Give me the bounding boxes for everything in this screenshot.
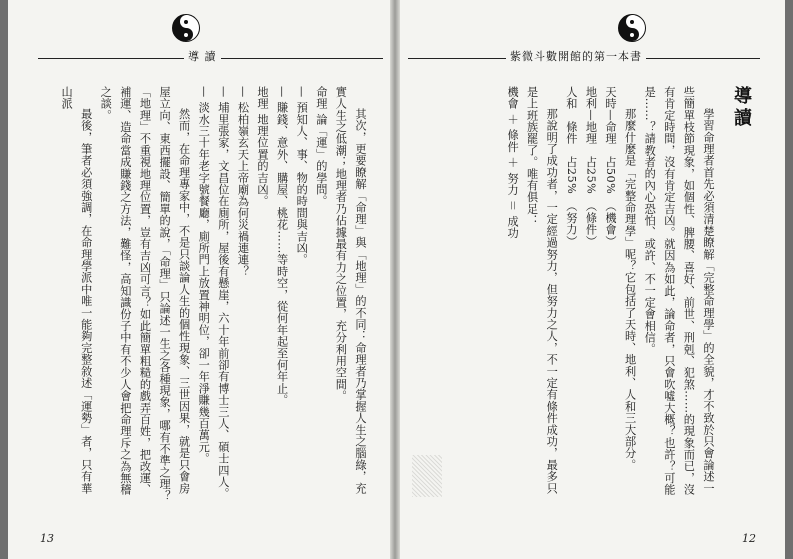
left-page-number: 13 <box>40 532 54 545</box>
book-gutter <box>390 0 400 559</box>
text-column: — 賺錢、意外、購屋、桃花……等時空，從何年起至何年止。 <box>275 86 289 406</box>
taiji-icon <box>172 14 200 42</box>
text-column: — 松柏嶺玄天上帝廟為何災禍連連？ <box>236 86 250 278</box>
text-column: 其次，更要瞭解「命理」與「地理」的不同：命理者乃掌握人生之腦綠，充實人生之低潮；地理者乃佔據最有力之位置，充分利用空間。 <box>334 86 367 495</box>
left-page-body <box>30 86 370 506</box>
text-column: 命理 論「運」的學問。 <box>314 86 328 208</box>
left-running-header: 導 讀 <box>184 48 221 64</box>
chapter-title: 導讀 <box>731 86 752 130</box>
text-column: 天時—命理 占50% （機會） <box>604 86 618 248</box>
scan-smudge <box>412 455 442 497</box>
text-column: 地利—地理 占25% （條件） <box>584 86 598 248</box>
text-column: 那說明了成功者，一定經過努力，但努力之人，不一定有條件成功，最多只是上班族罷了。唯有俱足： <box>525 86 559 495</box>
text-column: 然而，在命理專家中，不是只談論人生的個性現象、三世因果，就是只會房屋立向、東西擺設、簡單的說，「命理」只論述一生之各種現象，哪有不準之理？「地理」不重視地理位置，豈有吉凶可言？如此簡單粗糙的戲弄百姓，把改運、補運、造命當成賺錢之方法，難怪，高知識份子中有不少人會把命理斥之為無稽之談。 <box>99 86 191 502</box>
text-column: — 淡水三十年老字號餐廳，廁所門上放置神明位，卻一年淨賺幾百萬元。 <box>197 86 211 465</box>
text-column: 那麼什麼是「完整命理學」呢？它包括了天時、地利、人和三大部分。 <box>623 108 637 472</box>
formula-column: 機會 ＋ 條件 ＋ 努力 ＝ 成功 <box>506 86 520 240</box>
text-column: 地理 地理位置的吉凶。 <box>256 86 270 208</box>
right-page-body <box>418 86 718 506</box>
text-column: — 預知人、事、物的時間與吉凶。 <box>295 86 309 266</box>
right-running-header: 紫微斗數開館的第一本書 <box>506 48 646 64</box>
right-page-number: 12 <box>742 532 756 545</box>
text-column: 人和 條件 占25% （努力） <box>564 86 578 248</box>
scan-edge-left <box>0 0 8 559</box>
text-column: 學習命理者首先必須清楚瞭解「完整命理學」的全貌，才不致於只會論述一些簡單枝節現象，如個性、脾腰、喜好、前世、刑剋、犯煞……的現象而已，沒有肯定時間，沒有肯定吉凶。就因為如此，論命者，只會吹噓大概？也許？可能是……？請教者的內心恐怕、或許、不一定會相信。 <box>643 86 715 496</box>
text-column: — 埔里張家，文昌位在廁所，屋後有懸崖，六十年前卻有博士三人、碩士四人。 <box>216 86 230 500</box>
scan-edge-right <box>785 0 793 559</box>
text-column: 最後，筆者必須強調，在命理學派中唯一能夠完整敘述「運勢」者，只有華山派 <box>60 86 93 495</box>
taiji-icon <box>618 14 646 42</box>
